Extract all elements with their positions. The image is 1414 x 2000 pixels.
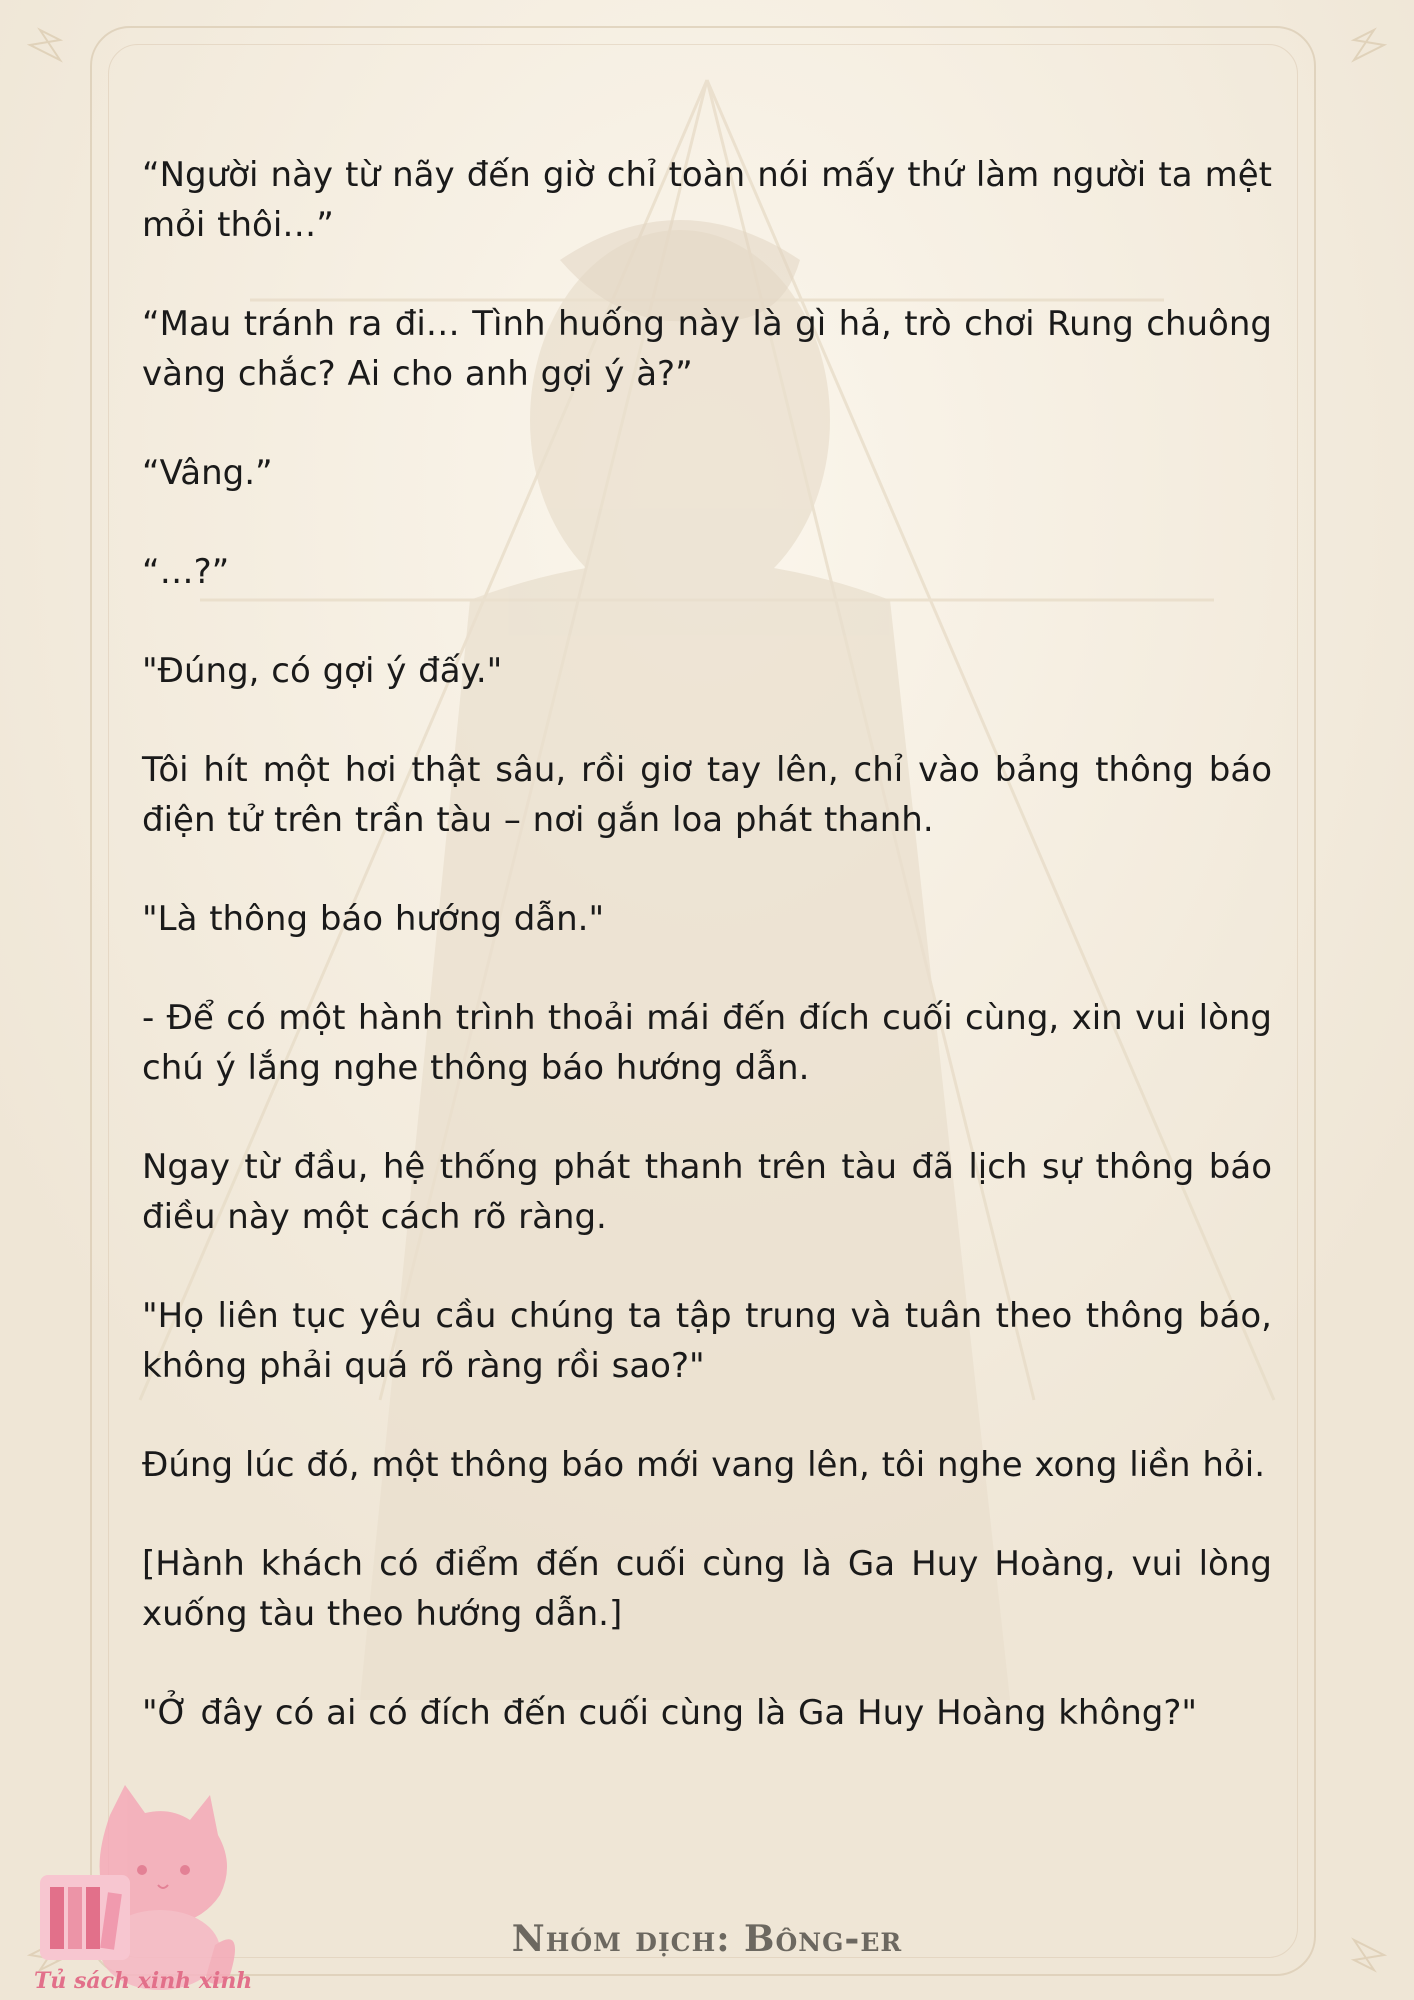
story-text (142, 150, 1272, 1787)
paragraph: "Đúng, có gợi ý đấy." (142, 651, 503, 691)
translator-credit: Nhóm dịch: Bông-er (511, 1918, 903, 1960)
paragraph: "Là thông báo hướng dẫn." (142, 899, 605, 939)
paragraph: "Ở đây có ai có đích đến cuối cùng là Ga Huy Hoàng không?" (142, 1693, 1198, 1733)
paragraph: Tôi hít một hơi thật sâu, rồi giơ tay lên, chỉ vào bảng thông báo điện tử trên trần tàu – nơi gắn loa phát thanh. (142, 750, 1272, 840)
paragraph: - Để có một hành trình thoải mái đến đích cuối cùng, xin vui lòng chú ý lắng nghe thông báo hướng dẫn. (142, 998, 1272, 1088)
paragraph: “Người này từ nãy đến giờ chỉ toàn nói mấy thứ làm người ta mệt mỏi thôi…” (142, 155, 1272, 245)
logo-caption: Tủ sách xinh xinh (34, 1968, 253, 1994)
paragraph: Đúng lúc đó, một thông báo mới vang lên, tôi nghe xong liền hỏi. (142, 1445, 1266, 1485)
paragraph: Ngay từ đầu, hệ thống phát thanh trên tàu đã lịch sự thông báo điều này một cách rõ ràng. (142, 1147, 1272, 1237)
paragraph: "Họ liên tục yêu cầu chúng ta tập trung và tuân theo thông báo, không phải quá rõ ràng rồi sao?" (142, 1296, 1272, 1386)
paragraph: [Hành khách có điểm đến cuối cùng là Ga Huy Hoàng, vui lòng xuống tàu theo hướng dẫn.] (142, 1544, 1272, 1634)
paragraph: “Mau tránh ra đi… Tình huống này là gì hả, trò chơi Rung chuông vàng chắc? Ai cho anh gợi ý à?” (142, 304, 1272, 394)
paragraph: “…?” (142, 552, 230, 592)
pink-cat-bookshelf-logo-icon (30, 1775, 240, 2000)
paragraph: “Vâng.” (142, 453, 273, 493)
